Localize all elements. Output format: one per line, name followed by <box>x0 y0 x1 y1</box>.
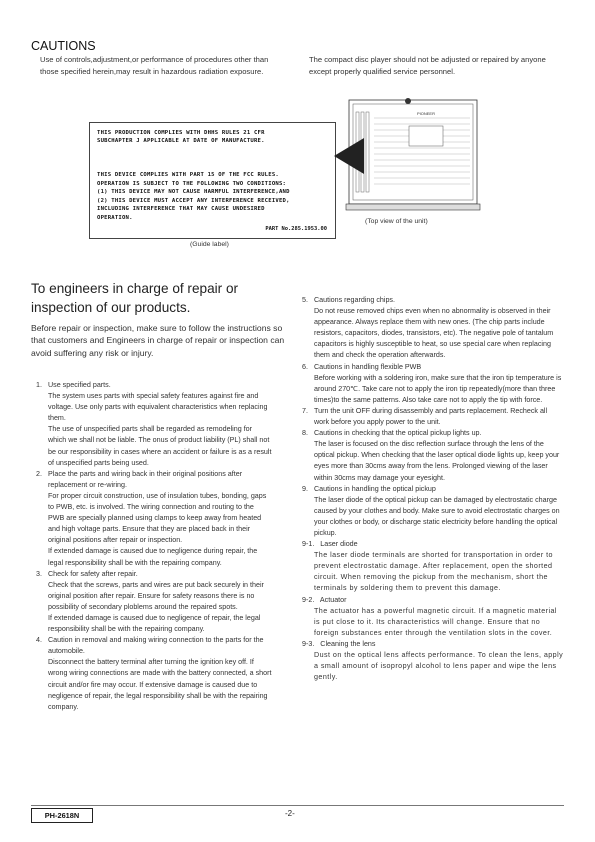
sub-item-text: The actuator has a powerful magnetic circuit. If a magnetic material is put close to it. Its characteristics will change. Ensure that no foreign substances enter through the ventilation slots in the cover. <box>314 606 557 637</box>
sub-item-title: Actuator <box>319 595 347 604</box>
sub-item-title: Cleaning the lens <box>320 639 376 648</box>
sub-item-number: 9-1. <box>302 540 315 549</box>
sub-item-number: 9-2. <box>302 595 315 604</box>
item-number: 8. <box>302 429 308 438</box>
item-number: 9. <box>302 484 308 493</box>
guide-label-line: OPERATION. <box>97 214 133 221</box>
item-paragraph: The use of unspecified parts shall be regarded as remodeling for which we shall not be liable. The onus of product liability (PL) shall not be our responsibility in cases where an accident or failure is as a result of unspecified parts being used. <box>48 425 272 467</box>
item-title: Check for safety after repair. <box>48 569 138 578</box>
guide-label-caption: (Guide label) <box>190 241 229 248</box>
right-caution-list <box>302 295 564 683</box>
sub-item-text: The laser diode terminals are shorted for transportation in order to prevent electrostatic damage. After replacement, open the shorted circuit. When removing the pickup from the mechanism, short the terminals by soldering them to prevent this damage. <box>314 551 553 593</box>
unit-top-view-drawing <box>334 98 484 216</box>
left-caution-list <box>36 380 272 713</box>
guide-label-line: (1) THIS DEVICE MAY NOT CAUSE HARMFUL INTERFERENCE,AND <box>97 189 290 195</box>
footer-divider <box>31 805 564 806</box>
sub-item-text: Dust on the optical lens affects performance. To clean the lens, apply a small amount of isopropyl alcohol to lens paper and wipe the lens gently. <box>314 651 564 682</box>
engineers-intro: Before repair or inspection, make sure to follow the instructions so that customers and Engineers in charge of repair or inspection can avoid suffering any risk or injury. <box>31 323 285 358</box>
item-paragraph: Before working with a soldering iron, make sure that the iron tip temperature is around 270℃. Take care not to apply the iron tip repeatedly(more than three times)to the same patterns. Also take care not to apply the tip with force. <box>314 373 562 404</box>
item-paragraph: For proper circuit construction, use of insulation tubes, bonding, gaps to PWB, etc. is involved. The wiring connection and routing to the PWB are specially planned using clamps to keep away from heated and high voltage parts. Ensure that they are placed back in their original positions after repair or inspection. <box>48 491 267 545</box>
item-number: 1. <box>36 381 42 389</box>
item-title: Cautions in handling flexible PWB <box>314 362 422 371</box>
item-paragraph: The laser diode of the optical pickup can be damaged by electrostatic charge caused by your clothes and body. Make sure to avoid electrostatic charges on your clothes or body, or discharge static electricity before handling the optical pickup. <box>314 495 560 537</box>
list-item <box>302 428 564 483</box>
list-item <box>302 362 564 406</box>
cautions-title: CAUTIONS <box>31 39 96 53</box>
guide-label-line: INCLUDING INTERFERENCE THAT MAY CAUSE UNDESIRED <box>97 206 265 212</box>
unit-brand-text: PIONEER <box>416 111 436 116</box>
item-paragraph: Check that the screws, parts and wires are put back securely in their original position after repair. Ensure for safety reasons there is no possibility of secondary ploblems around the repaired spots. <box>48 580 264 611</box>
unit-top-view-caption: (Top view of the unit) <box>365 218 428 225</box>
item-paragraph: Disconnect the battery terminal after turning the ignition key off. If wrong wiring connections are made with the battery connected, a short circuit and/or fire may occur. If extensive damage is caused due to negligence of repair, the legal responsibility shall be with the repairing company. <box>48 658 272 711</box>
list-item <box>36 635 272 713</box>
item-title: Turn the unit OFF during disassembly and parts replacement. Recheck all work before you apply power to the unit. <box>314 406 548 427</box>
item-number: 2. <box>36 469 42 478</box>
item-paragraph: If extended damage is caused due to negligence during repair, the legal responsibility shall be with the repairing company. <box>48 547 258 567</box>
sub-item-title: Laser diode <box>320 540 358 549</box>
item-title: Cautions in checking that the optical pickup lights up. <box>314 429 482 438</box>
guide-label-box <box>89 122 336 239</box>
item-number: 4. <box>36 636 42 645</box>
list-item <box>302 406 564 428</box>
item-number: 6. <box>302 362 308 371</box>
sub-list-item <box>302 639 564 683</box>
engineers-heading: To engineers in charge of repair or inspection of our products. <box>31 281 239 315</box>
item-paragraph: Do not reuse removed chips even when no abnormality is observed in their appearance. Always replace them with new ones. (The chip parts include resistors, capacitors, diodes, transistors, etc). The negative pole of tantalum capacitors is highly susceptible to heat, so use special care when replacing them and check the operation afterwards. <box>314 307 554 360</box>
guide-label-line: SUBCHAPTER J APPLICABLE AT DATE OF MANUFACTURE. <box>97 138 265 144</box>
guide-label-line: (2) THIS DEVICE MUST ACCEPT ANY INTERFERENCE RECEIVED, <box>97 197 290 204</box>
item-title: Place the parts and wiring back in their original positions after replacement or re-wiring. <box>48 469 243 489</box>
item-number: 3. <box>36 569 42 578</box>
sub-list-item <box>302 539 564 594</box>
cautions-right-text: The compact disc player should not be adjusted or repaired by anyone except properly qualified service personnel. <box>309 55 546 76</box>
list-item <box>36 569 272 636</box>
item-title: Caution in removal and making wiring connection to the parts for the automobile. <box>48 636 264 656</box>
item-paragraph: The system uses parts with special safety features against fire and voltage. Use only parts with equivalent characteristics when replacing them. <box>48 392 268 423</box>
page-number: -2- <box>285 809 295 818</box>
unit-top-view-figure <box>334 98 484 216</box>
cautions-left-text: Use of controls,adjustment,or performance of procedures other than those specified herein,may result in hazardous radiation exposure. <box>40 55 269 76</box>
guide-label-part-number: PART No.285.1953.00 <box>265 226 327 232</box>
item-title: Cautions regarding chips. <box>314 296 395 304</box>
sub-list-item <box>302 595 564 639</box>
guide-label-line: OPERATION IS SUBJECT TO THE FOLLOWING TWO CONDITIONS: <box>97 180 287 187</box>
guide-label-line: THIS DEVICE COMPLIES WITH PART 15 OF THE FCC RULES. <box>97 172 279 178</box>
list-item <box>36 469 272 569</box>
list-item <box>302 484 564 539</box>
item-number: 7. <box>302 406 308 415</box>
item-number: 5. <box>302 296 308 304</box>
model-number-box: PH-2618N <box>31 808 93 823</box>
item-title: Cautions in handling the optical pickup <box>314 484 436 493</box>
list-item <box>36 380 272 469</box>
guide-label-line: THIS PRODUCTION COMPLIES WITH DHHS RULES 21 CFR <box>97 130 265 136</box>
item-paragraph: The laser is focused on the disc reflection surface through the lens of the optical pickup. When checking that the laser optical diode lights up, keep your eyes more than 30cms away from the lens. Prolonged viewing of the laser within 30cms may damage your eyesight. <box>314 440 560 482</box>
sub-item-number: 9-3. <box>302 639 315 648</box>
list-item <box>302 295 564 362</box>
item-paragraph: If extended damage is caused due to negligence of repair, the legal responsibility shall be with the repairing company. <box>48 613 261 634</box>
item-title: Use specified parts. <box>48 381 111 389</box>
